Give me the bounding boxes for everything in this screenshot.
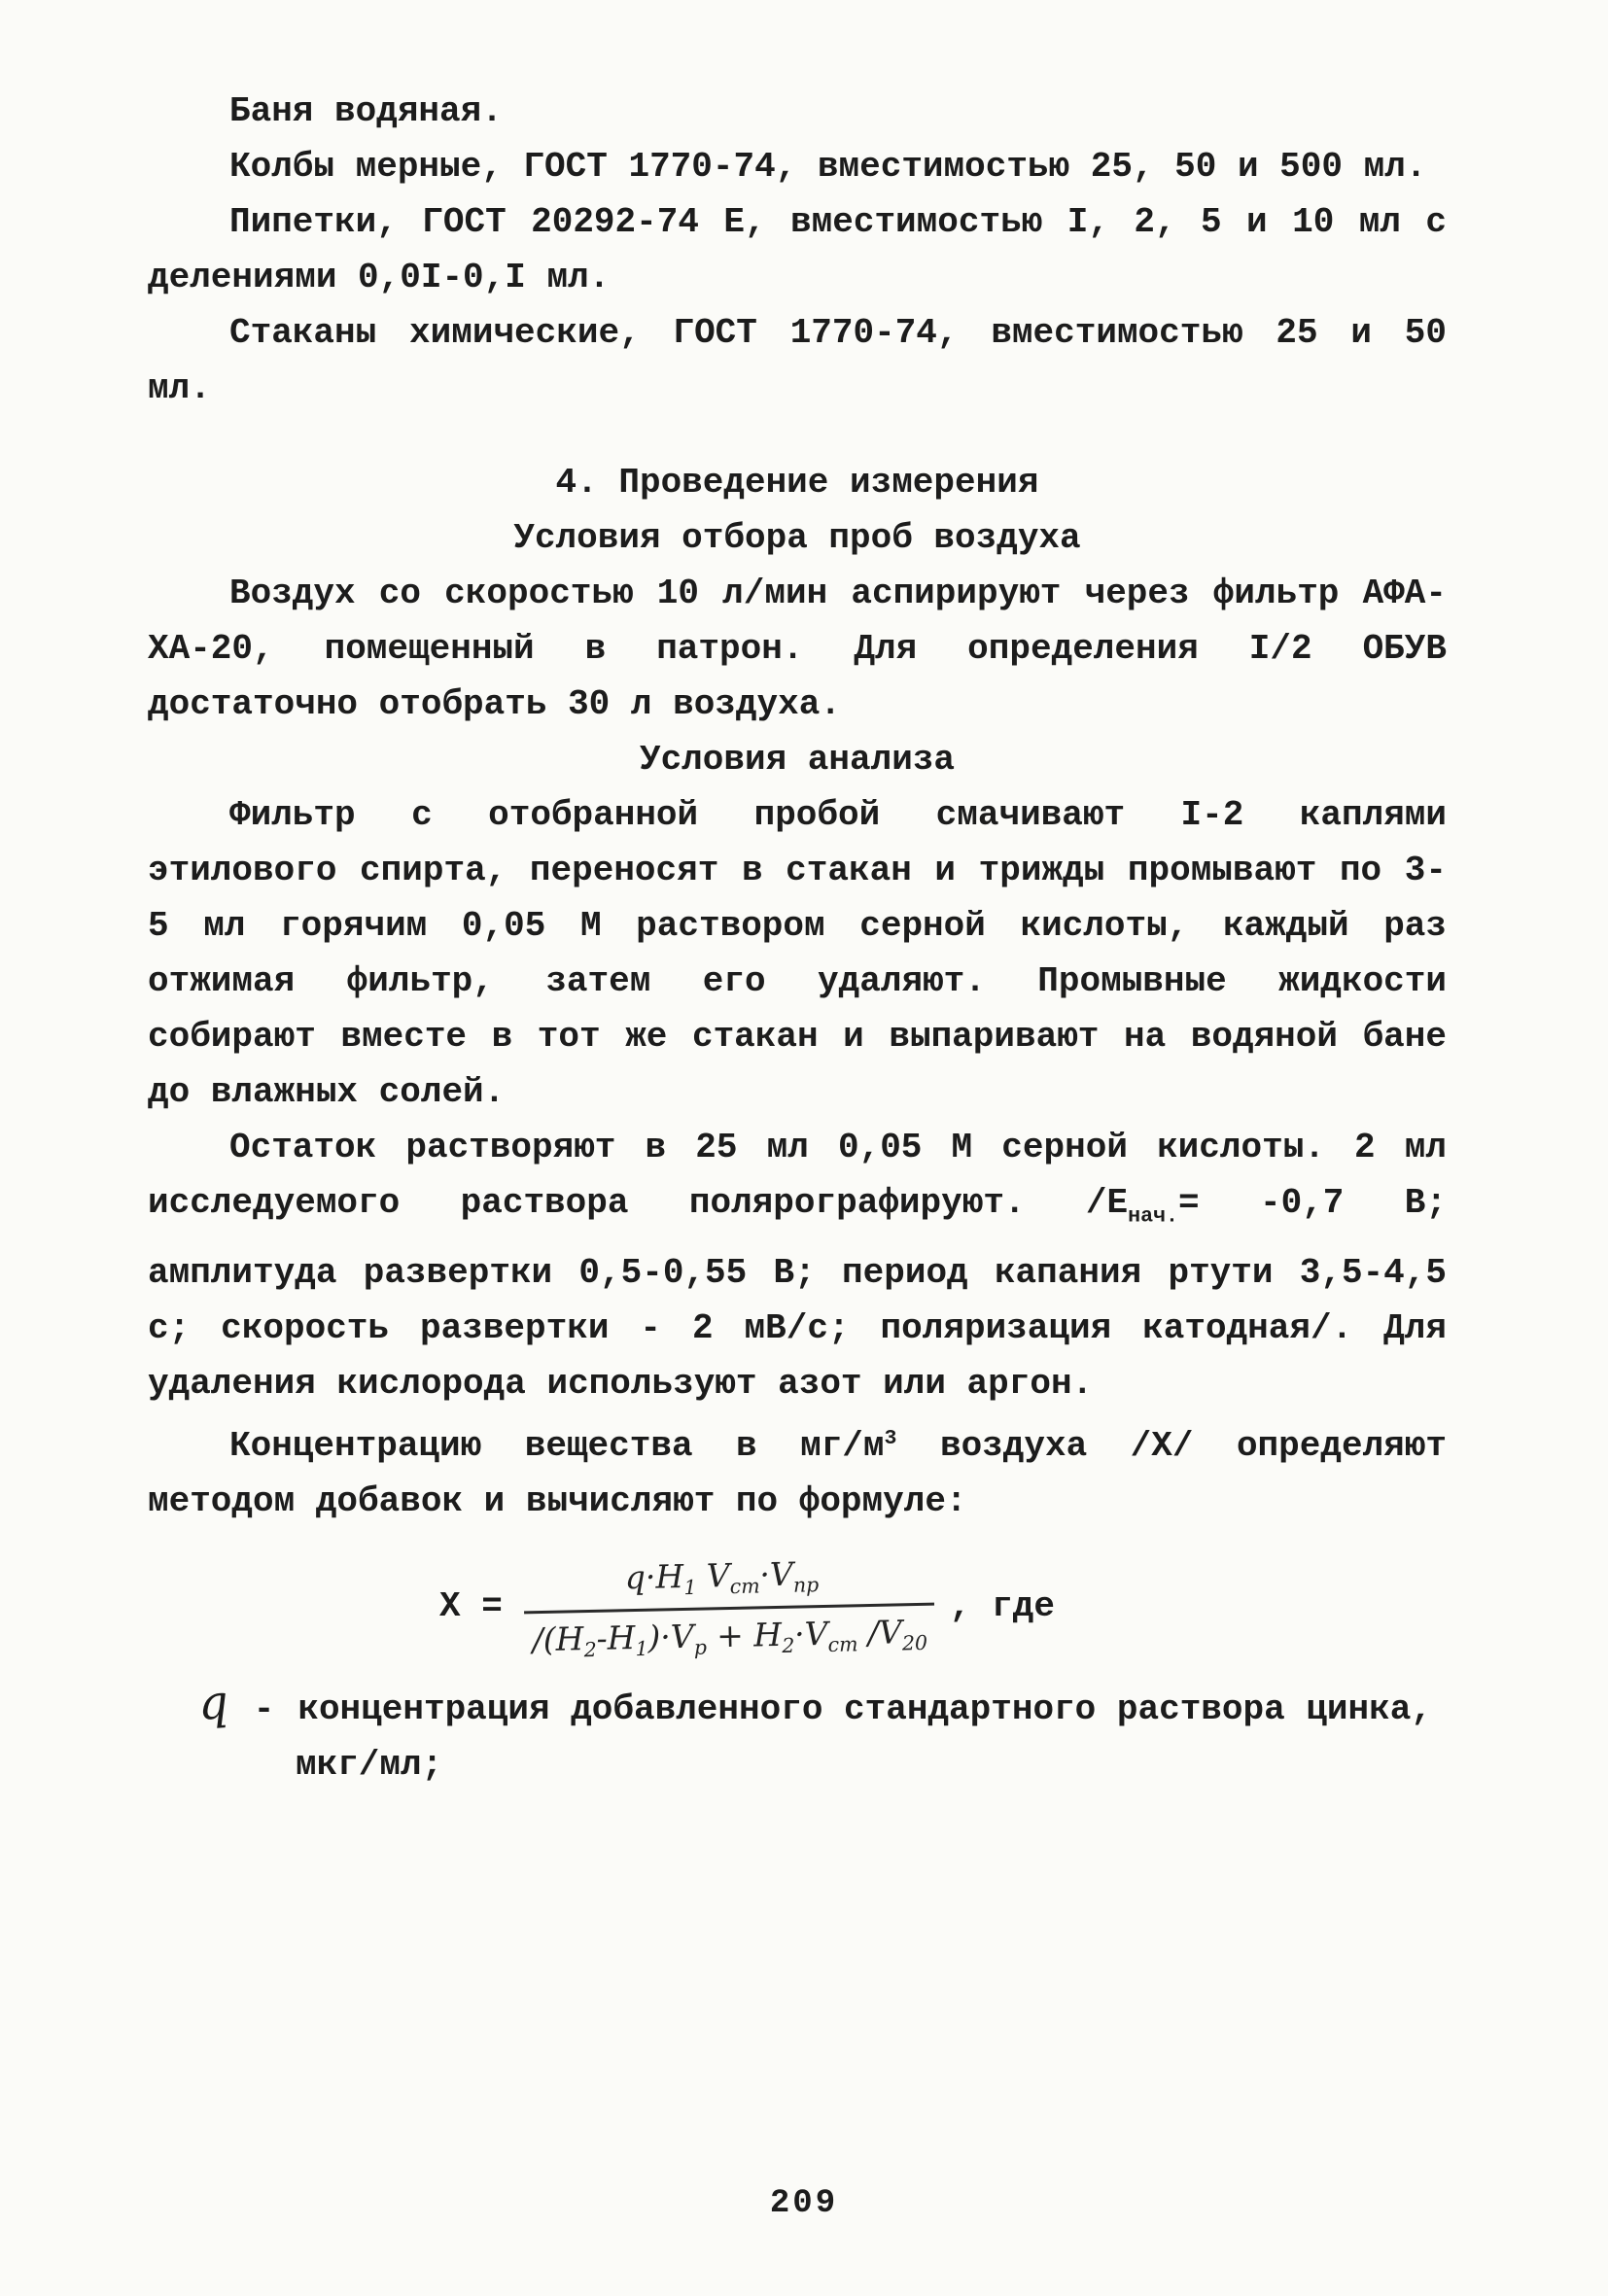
formula-intro-text-end: воздуха /X/ определяют методом добавок и вычисляют по формуле: <box>148 1425 1447 1521</box>
legend-text-units: мкг/мл; <box>296 1744 443 1785</box>
paragraph-formula-intro <box>148 1411 1447 1529</box>
formula-denominator <box>524 1605 935 1663</box>
analysis-2-text-start: Остаток растворяют в 25 мл 0,05 М серной кислоты. 2 мл исследуемого раствора полярографируют. /Е <box>148 1128 1447 1223</box>
denominator-subscript: р <box>693 1634 707 1659</box>
numerator-subscript: пр <box>792 1572 820 1597</box>
denominator-term: ·V <box>793 1614 828 1652</box>
numerator-term: V <box>695 1555 730 1595</box>
formula-fraction <box>523 1549 935 1662</box>
denominator-subscript: 20 <box>901 1630 927 1654</box>
subscript-nach: нач. <box>1128 1204 1178 1229</box>
formula-lhs: X = <box>439 1585 503 1626</box>
equipment-item-flasks: Колбы мерные, ГОСТ 1770-74, вместимостью 25, 50 и 500 мл. <box>229 147 1427 187</box>
legend-line <box>148 1674 1447 1737</box>
denominator-term: + H <box>706 1615 783 1654</box>
paragraph-sampling: Воздух со скоростью 10 л/мин аспирируют через фильтр АФА-ХА-20, помещенный в патрон. Для определения I/2 ОБУВ достаточно отобрать 30 л воздуха. <box>148 574 1447 724</box>
denominator-term: )·V <box>647 1617 694 1656</box>
denominator-subscript: 2 <box>781 1633 795 1657</box>
subheading-analysis: Условия анализа <box>639 740 956 780</box>
equipment-list <box>148 84 1447 416</box>
formula <box>439 1554 1447 1661</box>
section-heading: 4. Проведение измерения <box>555 463 1039 503</box>
numerator-subscript: ст <box>729 1574 760 1598</box>
subheading-sampling: Условия отбора проб воздуха <box>513 518 1081 558</box>
equipment-item-water-bath: Баня водяная. <box>229 91 503 131</box>
denominator-term: -H <box>595 1618 636 1657</box>
paragraph-analysis-2 <box>148 1120 1447 1411</box>
numerator-subscript: 1 <box>683 1575 697 1599</box>
analysis-2-text-end: = -0,7 В; амплитуда развертки 0,5-0,55 В; период капания ртути 3,5-4,5 с; скорость развертки - 2 мВ/с; поляризация катодная/. Для удаления кислорода используют азот или аргон. <box>148 1183 1448 1404</box>
denominator-term: /(H <box>532 1618 584 1658</box>
denominator-term: /V <box>856 1612 902 1652</box>
formula-numerator <box>523 1549 934 1614</box>
legend-symbol-q: q <box>196 1674 230 1731</box>
formula-suffix: , где <box>949 1585 1055 1626</box>
denominator-subscript: ст <box>827 1631 858 1656</box>
legend-dash: - <box>253 1688 275 1729</box>
legend-text: концентрация добавленного стандартного раствора цинка, <box>297 1688 1432 1729</box>
legend <box>148 1674 1447 1792</box>
denominator-subscript: 2 <box>583 1637 597 1661</box>
numerator-term: ·V <box>758 1554 793 1593</box>
equipment-item-beakers: Стаканы химические, ГОСТ 1770-74, вместимостью 25 и 50 мл. <box>148 313 1447 408</box>
formula-intro-text-start: Концентрацию вещества в мг/м <box>229 1425 885 1466</box>
page-number: 209 <box>769 2185 839 2222</box>
equipment-item-pipettes: Пипетки, ГОСТ 20292-74 Е, вместимостью I, 2, 5 и 10 мл с делениями 0,0I-0,I мл. <box>148 202 1447 297</box>
paragraph-analysis-1: Фильтр с отобранной пробой смачивают I-2 каплями этилового спирта, переносят в стакан и трижды промывают по 3-5 мл горячим 0,05 М раствором серной кислоты, каждый раз отжимая фильтр, затем его удаляют. Промывные жидкости собирают вместе в тот же стакан и выпаривают на водяной бане до влажных солей. <box>148 795 1447 1112</box>
denominator-subscript: 1 <box>635 1636 648 1660</box>
superscript-cubed: 3 <box>884 1426 897 1450</box>
numerator-term: q·H <box>624 1556 684 1596</box>
